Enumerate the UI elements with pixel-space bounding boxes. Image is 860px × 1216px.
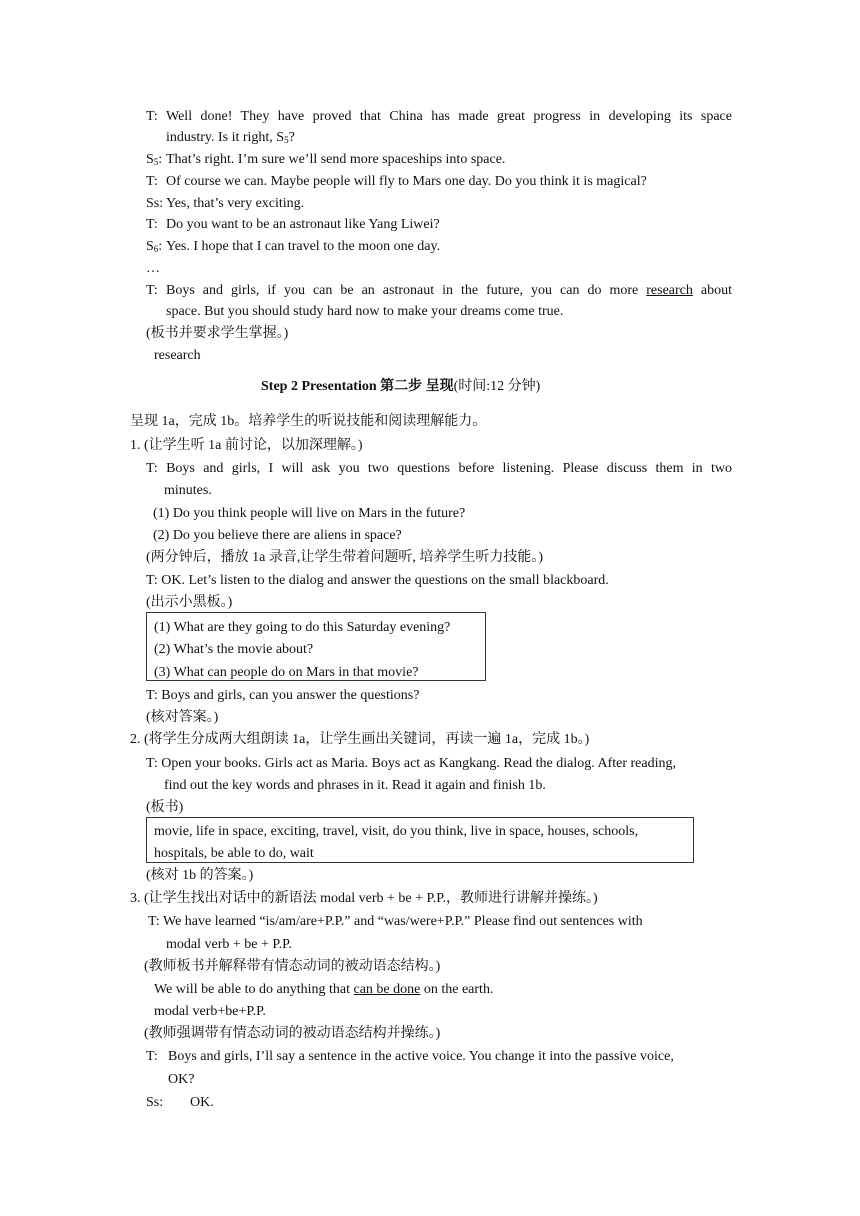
example-text: on the earth. xyxy=(423,982,494,997)
speaker-t: T: xyxy=(146,174,158,189)
speaker-ss: Ss: xyxy=(146,1095,164,1110)
board-keywords: hospitals, be able to do, wait xyxy=(154,846,314,861)
teacher-note: (板书) xyxy=(146,800,184,815)
dialog-text: Boys and girls, if you can be an astronaut in the future, you can do more xyxy=(166,283,639,298)
dialog-text: Boys and girls, I will ask you two questions before listening. Please discuss them in two xyxy=(166,461,733,476)
dialog-line: That’s right. I’m sure we’ll send more spaceships into space. xyxy=(166,152,506,167)
blackboard-question: (2) What’s the movie about? xyxy=(154,642,314,657)
dialog-line: Do you want to be an astronaut like Yang Liwei? xyxy=(166,217,440,232)
dialog-text: about xyxy=(700,283,733,298)
part-heading: 2. (将学生分成两大组朗读 1a，让学生画出关键词，再读一遍 1a，完成 1b。) xyxy=(130,732,590,747)
example-sentence xyxy=(154,981,493,999)
underlined-phrase: can be done xyxy=(353,982,421,997)
speaker-colon: : xyxy=(158,239,163,254)
dialog-line xyxy=(166,129,295,147)
dialog-line: space. But you should study hard now to make your dreams come true. xyxy=(166,304,564,319)
speaker-colon: : xyxy=(158,152,163,167)
speaker-letter: S xyxy=(146,239,154,254)
board-word: research xyxy=(154,348,201,363)
speaker-t: T: xyxy=(146,1049,158,1064)
teacher-note: (教师板书并解释带有情态动词的被动语态结构。) xyxy=(144,959,441,974)
blackboard-question: (3) What can people do on Mars in that movie? xyxy=(154,665,419,680)
board-keywords: movie, life in space, exciting, travel, visit, do you think, live in space, houses, schools, xyxy=(154,824,639,839)
speaker-t: T: xyxy=(146,461,158,476)
dialog-text: industry. Is it right, S xyxy=(166,130,285,145)
dialog-line: T: We have learned “is/am/are+P.P.” and “was/were+P.P.” Please find out sentences with xyxy=(148,914,643,929)
speaker-s5 xyxy=(146,151,162,169)
subscript: 5 xyxy=(284,135,289,145)
part-heading: 3. (让学生找出对话中的新语法 modal verb + be + P.P.，教师进行讲解并操练。) xyxy=(130,891,598,906)
teacher-note: (核对答案。) xyxy=(146,710,219,725)
blackboard-question: (1) What are they going to do this Saturday evening? xyxy=(154,620,451,635)
question-item: (1) Do you think people will live on Mars in the future? xyxy=(153,506,466,521)
step-title: Step 2 Presentation 第二步 呈现 xyxy=(261,379,454,394)
teacher-note: (教师强调带有情态动词的被动语态结构并操练。) xyxy=(144,1026,441,1041)
step-intro: 呈现 1a，完成 1b。培养学生的听说技能和阅读理解能力。 xyxy=(130,414,487,429)
grammar-formula: modal verb+be+P.P. xyxy=(154,1004,266,1019)
step-heading xyxy=(261,378,540,396)
dialog-line: Yes, that’s very exciting. xyxy=(166,196,305,211)
part-heading: 1. (让学生听 1a 前讨论，以加深理解。) xyxy=(130,438,363,453)
dialog-line xyxy=(146,460,732,478)
subscript: 6 xyxy=(153,244,159,254)
underlined-word: research xyxy=(646,283,693,298)
teacher-note: (核对 1b 的答案。) xyxy=(146,868,254,883)
dialog-line: modal verb + be + P.P. xyxy=(166,937,292,952)
dialog-line: OK. xyxy=(190,1095,214,1110)
dialog-line: OK? xyxy=(168,1072,195,1087)
teacher-note: (出示小黑板。) xyxy=(146,595,233,610)
ellipsis: … xyxy=(146,261,160,276)
dialog-line: find out the key words and phrases in it. Read it again and finish 1b. xyxy=(164,778,546,793)
dialog-line: Well done! They have proved that China has made great progress in developing its space xyxy=(166,109,732,124)
teacher-note: (两分钟后，播放 1a 录音,让学生带着问题听, 培养学生听力技能。) xyxy=(146,550,544,565)
dialog-line: Of course we can. Maybe people will fly to Mars one day. Do you think it is magical? xyxy=(166,174,647,189)
speaker-s6 xyxy=(146,238,162,256)
dialog-line: Yes. I hope that I can travel to the moon one day. xyxy=(166,239,441,254)
dialog-line: T: Boys and girls, can you answer the questions? xyxy=(146,688,420,703)
step-time: (时间:12 分钟) xyxy=(453,379,541,394)
dialog-line: T: Open your books. Girls act as Maria. Boys act as Kangkang. Read the dialog. After reading, xyxy=(146,756,676,771)
speaker-t: T: xyxy=(146,283,158,298)
dialog-line xyxy=(166,282,732,300)
speaker-ss: Ss: xyxy=(146,196,164,211)
dialog-text: ? xyxy=(288,130,295,145)
speaker-letter: S xyxy=(146,152,154,167)
subscript: 5 xyxy=(153,157,159,167)
example-text: We will be able to do anything that xyxy=(154,982,350,997)
speaker-t: T: xyxy=(146,109,158,124)
dialog-line: minutes. xyxy=(164,483,212,498)
question-item: (2) Do you believe there are aliens in space? xyxy=(153,528,402,543)
speaker-t: T: xyxy=(146,217,158,232)
dialog-line: T: OK. Let’s listen to the dialog and answer the questions on the small blackboard. xyxy=(146,573,609,588)
dialog-line: Boys and girls, I’ll say a sentence in the active voice. You change it into the passive voice, xyxy=(168,1049,674,1064)
teacher-note: (板书并要求学生掌握。) xyxy=(146,326,289,341)
